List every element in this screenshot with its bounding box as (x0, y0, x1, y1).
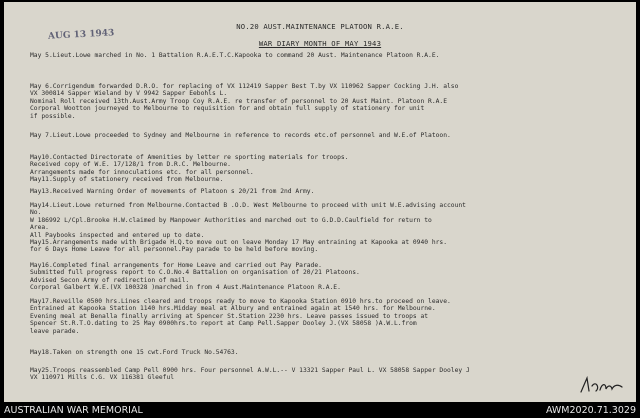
entry-line: May13.Received Warning Order of movements of Platoon s 20/21 from 2nd Army. (30, 188, 315, 195)
entry-line: Area. (30, 224, 49, 232)
entry-line: Submitted full progress report to C.O.No.4 Battalion on organisation of 20/21 Platoons. (30, 269, 360, 277)
diary-entry (30, 349, 630, 356)
entry-line: Nominal Roll received 13th.Aust.Army Troop Coy R.A.E. re transfer of personnel to 20 Aust Maint. Platoon R.A.E (30, 97, 448, 105)
entry-line: Corporal Galbert W.E.(VX 100328 )marched in from 4 Aust.Maintenance Platoon R.A.E. (30, 284, 341, 292)
entry-line: Arrangements made for innoculations etc. for all personnel. (30, 168, 254, 176)
document-subtitle: WAR DIARY MONTH OF MAY 1943 (258, 39, 382, 48)
entry-line: Entrained at Kapooka Station 1140 hrs.Midday meal at Albury and entrained again at 1540 hrs. for Melbourne. (30, 305, 436, 313)
diary-entry (30, 154, 630, 184)
entry-line: Evening meal at Benalla finally arriving at Spencer St.Station 2230 hrs. Leave passes issued to troops at (30, 312, 429, 320)
diary-entry (30, 262, 630, 292)
entry-line: May25.Troops reassembled Camp Pell 0900 hrs. Four personnel A.W.L.-- V 13321 Sapper Paul L. VX 58058 Sapper Dooley J (30, 367, 470, 374)
entry-line: No. (30, 209, 42, 217)
entry-line: May18.Taken on strength one 15 cwt.Ford Truck No.54763. (30, 349, 239, 356)
entry-line: May15.Arrangements made with Brigade H.Q.to move out on leave Monday 17 May entraining at Kapooka at 0940 hrs. (30, 239, 448, 247)
entry-line: May11.Supply of stationery received from Melbourne. (30, 176, 224, 184)
entry-line: May 6.Corrigendum forwarded D.R.O. for replacing of VX 112419 Sapper Best T.by VX 110962 Sapper Cocking J.H. also (30, 83, 459, 90)
diary-entry (30, 367, 630, 382)
entry-line: May 5.Lieut.Lowe marched in No. 1 Battalion R.A.E.T.C.Kapooka to command 20 Aust. Maintenance Platoon R.A.E. (30, 52, 440, 59)
entry-line: May16.Completed final arrangements for Home Leave and carried out Pay Parade. (30, 262, 322, 269)
entry-line: if possible. (30, 112, 76, 120)
entry-line: Corporal Wootton journeyed to Melbourne to requisition for and obtain full supply of stationery for unit (30, 105, 425, 113)
entry-line: W 186992 L/Cpl.Brooke H.W.claimed by Manpower Authorities and marched out to G.D.D.Caulfield for return to (30, 216, 432, 224)
handwritten-signature (578, 374, 626, 396)
entry-line: May17.Reveille 0500 hrs.Lines cleared and troops ready to move to Kapooka Station 0910 hrs.to proceed on leave. (30, 298, 451, 305)
entry-line: All Paybooks inspected and entered up to date. (30, 231, 205, 239)
diary-entry (30, 83, 630, 120)
entry-line: VX 110971 Mills C.G. VX 116381 Gleeful (30, 374, 175, 382)
entry-line: leave parade. (30, 327, 80, 335)
document-page (4, 2, 636, 402)
entry-line: May10.Contacted Directorate of Amenities by letter re sporting materials for troops. (30, 154, 349, 161)
entry-line: May 7.Lieut.Lowe proceeded to Sydney and Melbourne in reference to records etc.of personnel and W.E.of Platoon. (30, 132, 451, 139)
archive-reference: AWM2020.71.3029 (545, 405, 636, 416)
diary-entry (30, 188, 630, 195)
diary-entry (30, 298, 630, 335)
archive-name: AUSTRALIAN WAR MEMORIAL (4, 405, 143, 416)
entry-line: May14.Lieut.Lowe returned from Melbourne.Contacted B .O.D. West Melbourne to proceed with unit W.E.advising account (30, 202, 466, 209)
diary-entry (30, 52, 630, 59)
entry-line: for 6 Days Home Leave for all personnel.Pay parade to be held before moving. (30, 246, 319, 254)
date-stamp: AUG 13 1943 (47, 28, 115, 42)
diary-entry (30, 132, 630, 139)
entry-line: VX 300814 Sapper Wieland by V 9942 Sapper Eebohls L. (30, 90, 228, 98)
archive-footer (0, 403, 640, 418)
entry-line: Spencer St.R.T.O.dating to 25 May 0900hrs.to report at Camp Pell.Sapper Dooley J.(VX 58058 )A.W.L.from (30, 320, 417, 328)
diary-entry (30, 202, 630, 254)
entry-line: Advised Secon Army of redirection of mail. (30, 276, 190, 284)
document-title: NO.20 AUST.MAINTENANCE PLATOON R.A.E. (236, 22, 404, 31)
entry-line: Received copy of W.E. 17/128/1 from D.R.C. Melbourne. (30, 161, 231, 169)
